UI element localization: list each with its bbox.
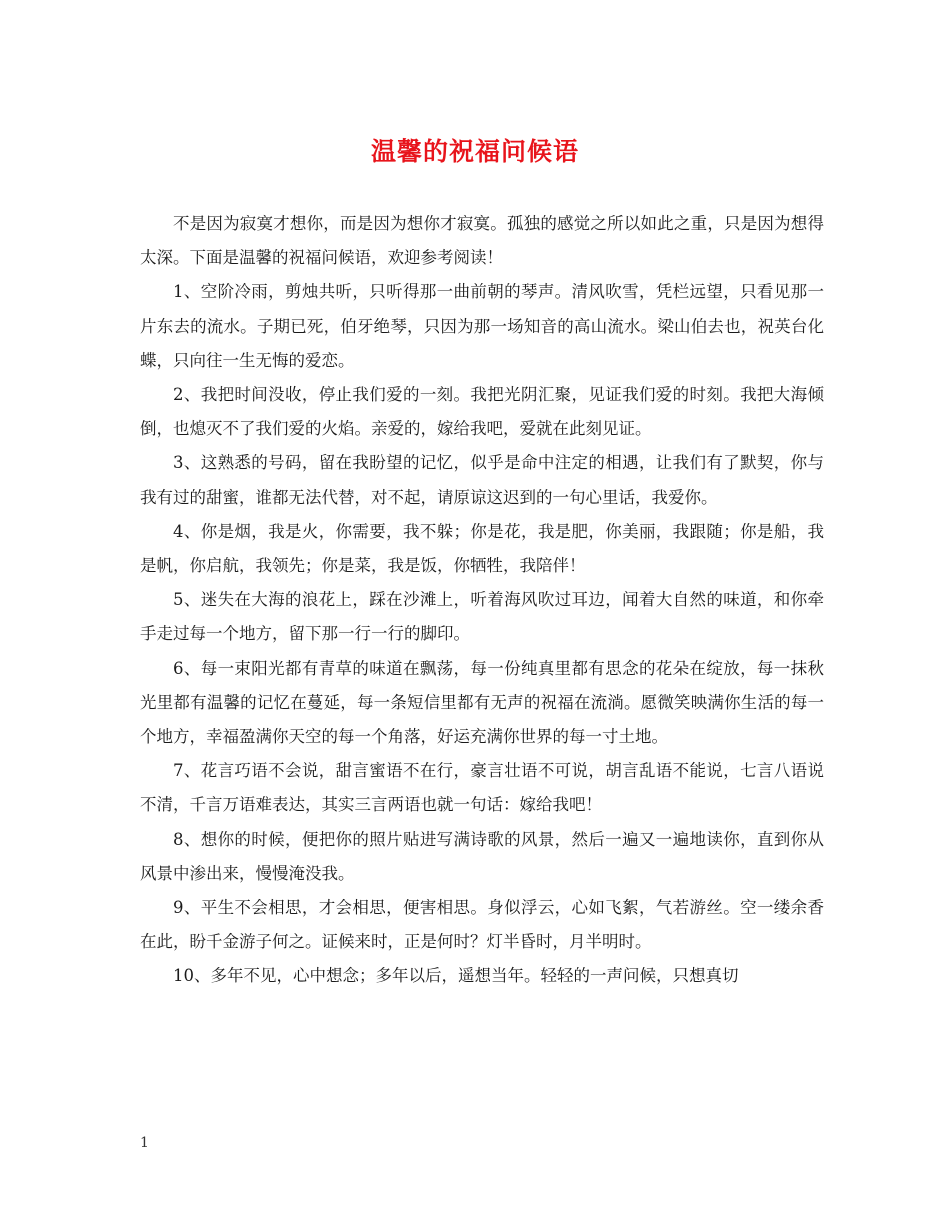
page-title: 温馨的祝福问候语 (370, 137, 579, 166)
page-number: 1 (140, 1135, 149, 1151)
paragraph-6: 6、每一束阳光都有青草的味道在飘荡，每一份纯真里都有思念的花朵在绽放，每一抹秋光里都有温馨的记忆在蔓延，每一条短信里都有无声的祝福在流淌。愿微笑映满你生活的每一个地方，幸福盈满你天空的每一个角落，好运充满你世界的每一寸土地。 (140, 658, 824, 747)
document-body (140, 207, 824, 994)
paragraph-5: 5、迷失在大海的浪花上，踩在沙滩上，听着海风吹过耳边，闻着大自然的味道，和你牵手走过每一个地方，留下那一行一行的脚印。 (140, 590, 824, 644)
paragraph-3: 3、这熟悉的号码，留在我盼望的记忆，似乎是命中注定的相遇，让我们有了默契，你与我有过的甜蜜，谁都无法代替，对不起，请原谅这迟到的一句心里话，我爱你。 (140, 453, 824, 507)
paragraph-7: 7、花言巧语不会说，甜言蜜语不在行，豪言壮语不可说，胡言乱语不能说，七言八语说不清，千言万语难表达，其实三言两语也就一句话：嫁给我吧！ (140, 761, 824, 815)
intro-paragraph: 不是因为寂寞才想你，而是因为想你才寂寞。孤独的感觉之所以如此之重，只是因为想得太深。下面是温馨的祝福问候语，欢迎参考阅读！ (140, 214, 824, 268)
paragraph-9: 9、平生不会相思，才会相思，便害相思。身似浮云，心如飞絮，气若游丝。空一缕余香在此，盼千金游子何之。证候来时，正是何时？灯半昏时，月半明时。 (140, 898, 824, 952)
paragraph-4: 4、你是烟，我是火，你需要，我不躲；你是花，我是肥，你美丽，我跟随；你是船，我是帆，你启航，我领先；你是菜，我是饭，你牺牲，我陪伴！ (140, 521, 824, 576)
paragraph-2: 2、我把时间没收，停止我们爱的一刻。我把光阴汇聚，见证我们爱的时刻。我把大海倾倒，也熄灭不了我们爱的火焰。亲爱的，嫁给我吧，爱就在此刻见证。 (140, 385, 824, 439)
paragraph-8: 8、想你的时候，便把你的照片贴进写满诗歌的风景，然后一遍又一遍地读你，直到你从风景中渗出来，慢慢淹没我。 (140, 829, 824, 883)
paragraph-10: 10、多年不见，心中想念；多年以后，遥想当年。轻轻的一声问候，只想真切 (173, 966, 739, 986)
paragraph-1: 1、空阶冷雨，剪烛共听，只听得那一曲前朝的琴声。清风吹雪，凭栏远望，只看见那一片东去的流水。子期已死，伯牙绝琴，只因为那一场知音的高山流水。梁山伯去也，祝英台化蝶，只向往一生无悔的爱恋。 (140, 282, 824, 370)
